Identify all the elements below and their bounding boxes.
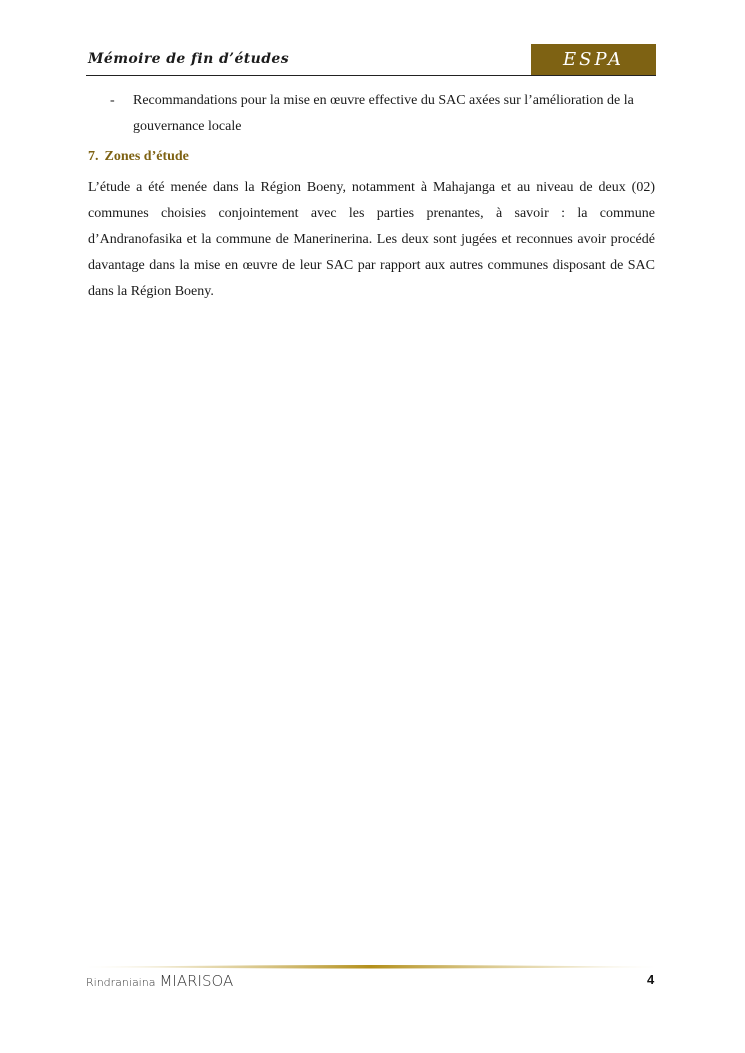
section-title: Zones d’étude bbox=[104, 149, 189, 164]
footer-divider bbox=[86, 962, 656, 972]
author-first-name: Rindraniaina bbox=[86, 976, 156, 989]
page-header bbox=[86, 44, 656, 76]
section-heading bbox=[88, 144, 655, 170]
header-title: Mémoire de fin d’études bbox=[88, 51, 289, 67]
bullet-text: Recommandations pour la mise en œuvre effective du SAC axées sur l’amélioration de la gouvernance locale bbox=[133, 93, 634, 134]
page-content bbox=[88, 88, 655, 305]
bullet-dash: - bbox=[110, 93, 115, 108]
bullet-item bbox=[88, 88, 655, 140]
section-number: 7. bbox=[88, 149, 99, 164]
author-last-name: MIARISOA bbox=[159, 972, 234, 990]
footer-author bbox=[86, 972, 233, 990]
page-number: 4 bbox=[647, 972, 655, 987]
header-badge bbox=[531, 44, 656, 75]
body-paragraph: L’étude a été menée dans la Région Boeny, notamment à Mahajanga et au niveau de deux (02) communes choisies conjointement avec les parties prenantes, à savoir : la commune d’Andranofasika et la commune de Manerinerina. Les deux sont jugées et reconnues avoir procédé davantage dans la mise en œuvre de leur SAC par rapport aux autres communes disposant de SAC dans la Région Boeny. bbox=[88, 180, 655, 299]
header-badge-label: ESPA bbox=[563, 49, 624, 70]
header-divider bbox=[86, 75, 656, 76]
